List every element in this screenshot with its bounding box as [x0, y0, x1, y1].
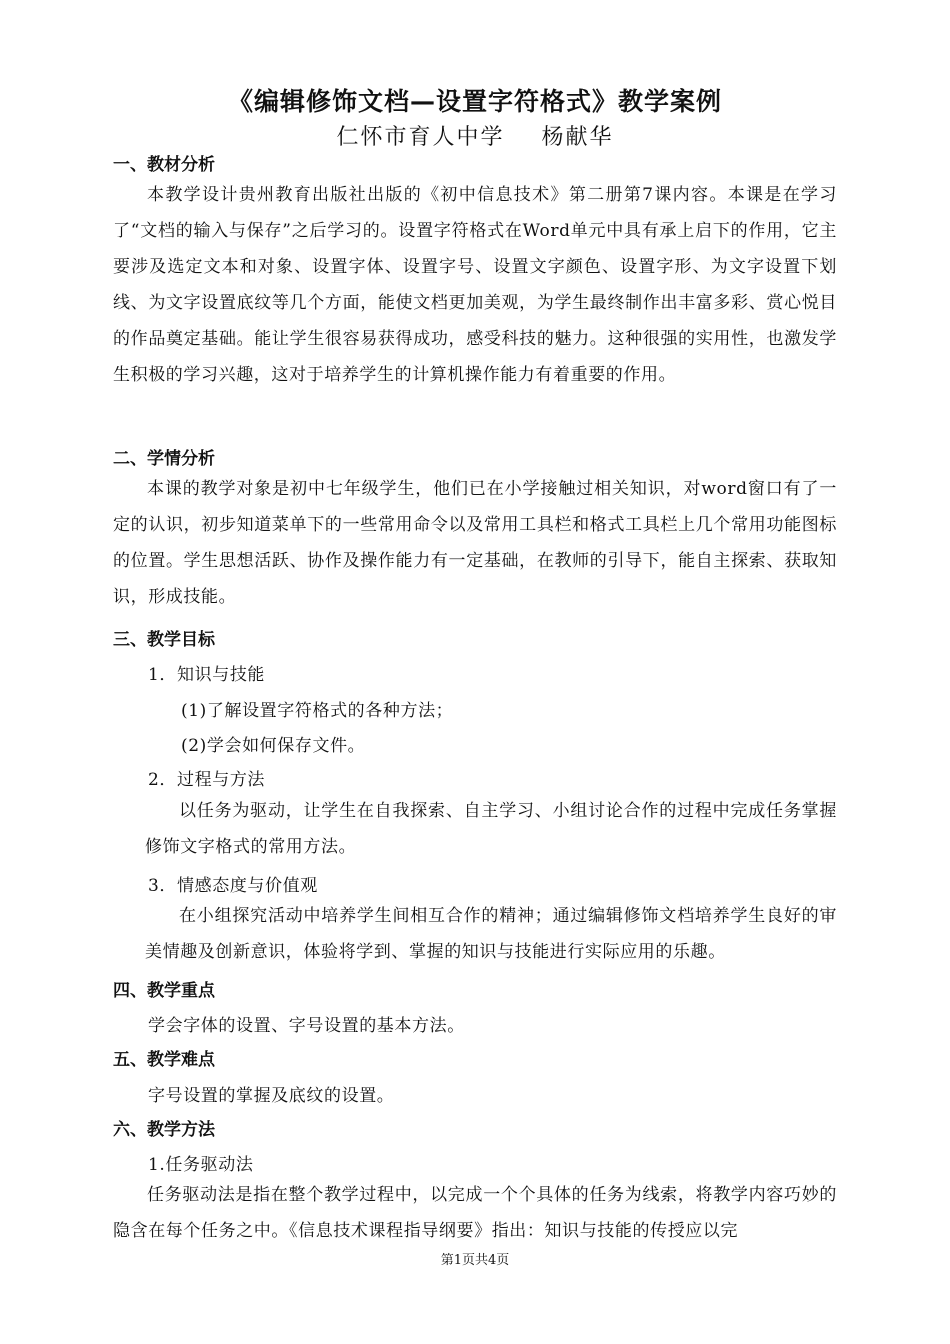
section-heading-5: 五、教学难点 [113, 1050, 215, 1070]
objective-label-2: 2．过程与方法 [148, 770, 266, 790]
objective-label-3: 3．情感态度与价值观 [148, 876, 318, 896]
section-heading-4: 四、教学重点 [113, 981, 215, 1001]
method-subheading: 1.任务驱动法 [148, 1155, 254, 1175]
author-school: 仁怀市育人中学 [336, 125, 505, 150]
page-footer: 第1页共4页 [440, 1253, 510, 1268]
section-paragraph-4: 学会字体的设置、字号设置的基本方法。 [148, 1016, 465, 1036]
objective-line-1: (1)了解设置字符格式的各种方法； [181, 701, 454, 721]
document-title: 《编辑修饰文档—设置字符格式》教学案例 [227, 87, 722, 116]
section-heading-1: 一、教材分析 [113, 155, 215, 175]
section-paragraph-6: 任务驱动法是指在整个教学过程中，以完成一个个具体的任务为线索，将教学内容巧妙的隐含在每个任务之中。《信息技术课程指导纲要》指出：知识与技能的传授应以完 [113, 1185, 837, 1241]
section-paragraph-5: 字号设置的掌握及底纹的设置。 [148, 1086, 395, 1106]
section-heading-2: 二、学情分析 [113, 449, 215, 469]
objective-line-2: (2)学会如何保存文件。 [181, 736, 366, 756]
section-heading-3: 三、教学目标 [113, 630, 215, 650]
section-heading-6: 六、教学方法 [113, 1120, 215, 1140]
objective-paragraph-2: 以任务为驱动，让学生在自我探索、自主学习、小组讨论合作的过程中完成任务掌握修饰文字格式的常用方法。 [145, 801, 837, 857]
author-name: 杨献华 [541, 125, 614, 150]
objective-label-1: 1．知识与技能 [148, 665, 266, 685]
author-line [0, 120, 950, 151]
section-paragraph-2: 本课的教学对象是初中七年级学生，他们已在小学接触过相关知识，对word窗口有了一定的认识，初步知道菜单下的一些常用命令以及常用工具栏和格式工具栏上几个常用功能图标的位置。学生思想活跃、协作及操作能力有一定基础，在教师的引导下，能自主探索、获取知识，形成技能。 [113, 479, 837, 607]
objective-paragraph-3: 在小组探究活动中培养学生间相互合作的精神；通过编辑修饰文档培养学生良好的审美情趣及创新意识，体验将学到、掌握的知识与技能进行实际应用的乐趣。 [145, 906, 837, 962]
section-paragraph-1: 本教学设计贵州教育出版社出版的《初中信息技术》第二册第7课内容。本课是在学习了“文档的输入与保存”之后学习的。设置字符格式在Word单元中具有承上启下的作用，它主要涉及选定文本和对象、设置字体、设置字号、设置文字颜色、设置字形、为文字设置下划线、为文字设置底纹等几个方面，能使文档更加美观，为学生最终制作出丰富多彩、赏心悦目的作品奠定基础。能让学生很容易获得成功，感受科技的魅力。这种很强的实用性，也激发学生积极的学习兴趣，这对于培养学生的计算机操作能力有着重要的作用。 [113, 185, 837, 385]
